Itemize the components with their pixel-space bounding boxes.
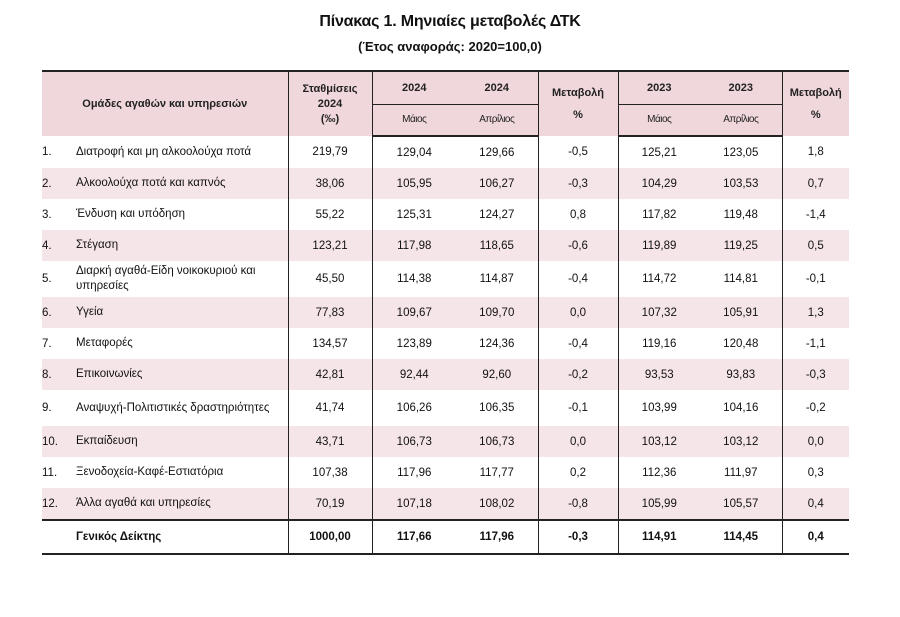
row-weight: 41,74 [288, 390, 372, 426]
row-2023-apr: 123,05 [700, 136, 782, 168]
row-2024-may: 129,04 [396, 146, 432, 159]
row-2023-may: 93,53 [618, 359, 700, 390]
row-2024-apr: 114,87 [456, 261, 538, 297]
row-change-2024: 0,2 [538, 457, 618, 488]
header-month-may-2023: Μάιος [618, 104, 700, 136]
row-change-2023: 0,7 [782, 168, 849, 199]
row-index: 9. [42, 402, 52, 414]
row-change-2024: 0,0 [538, 426, 618, 457]
row-label: Εκπαίδευση [76, 426, 288, 457]
row-2023-apr: 105,57 [700, 488, 782, 520]
row-weight: 77,83 [288, 297, 372, 328]
row-change-2023: 1,3 [782, 297, 849, 328]
cpi-table [42, 70, 849, 555]
table-row [42, 297, 849, 328]
table-row [42, 426, 849, 457]
total-row [42, 520, 849, 554]
row-2023-apr: 120,48 [700, 328, 782, 359]
header-month-apr-2024: Απρίλιος [456, 104, 538, 136]
row-2023-may: 119,16 [642, 337, 677, 350]
row-2024-may: 117,98 [372, 230, 456, 261]
row-2024-apr: 129,66 [456, 136, 538, 168]
row-2023-apr: 105,91 [700, 297, 782, 328]
row-index: 3. [42, 208, 52, 221]
row-2023-may: 119,89 [618, 230, 700, 261]
row-weight: 123,21 [288, 230, 372, 261]
table-row [42, 359, 849, 390]
row-change-2023: -1,4 [805, 208, 826, 221]
row-2024-may: 105,95 [372, 168, 456, 199]
total-change-2024: -0,3 [538, 520, 618, 554]
row-2023-may: 117,82 [642, 208, 677, 221]
total-2023-apr: 114,45 [700, 520, 782, 554]
table-title: Πίνακας 1. Μηνιαίες μεταβολές ΔΤΚ [319, 13, 581, 30]
row-2024-apr: 118,65 [456, 230, 538, 261]
row-2023-apr: 93,83 [700, 359, 782, 390]
row-index: 12. [42, 488, 76, 520]
row-index: 1. [42, 146, 52, 158]
table-row [42, 261, 849, 297]
row-2024-apr: 106,27 [456, 168, 538, 199]
row-change-2024: -0,1 [538, 390, 618, 426]
row-change-2024: 0,0 [538, 297, 618, 328]
header-group-label: Ομάδες αγαθών και υπηρεσιών [42, 71, 288, 136]
row-label: Ξενοδοχεία-Καφέ-Εστιατόρια [76, 457, 288, 488]
row-2023-apr: 104,16 [700, 390, 782, 426]
table-row [42, 136, 849, 168]
row-change-2024: -0,6 [538, 230, 618, 261]
row-weight: 134,57 [288, 328, 372, 359]
row-2024-may: 92,44 [372, 359, 456, 390]
row-weight: 43,71 [288, 426, 372, 457]
row-2024-may: 117,96 [397, 466, 432, 479]
table-subtitle: (Έτος αναφοράς: 2020=100,0) [358, 39, 542, 54]
row-2023-may: 107,32 [618, 297, 700, 328]
row-2024-may: 125,31 [396, 208, 432, 221]
header-month-may-2024: Μάιος [372, 104, 456, 136]
row-change-2023: -0,2 [805, 402, 826, 414]
row-change-2024: -0,8 [538, 488, 618, 520]
row-2023-may: 105,99 [618, 488, 700, 520]
row-label: Μεταφορές [76, 328, 288, 359]
total-2023-may: 114,91 [618, 520, 700, 554]
header-weights: Σταθμίσεις 2024 (‰) [288, 71, 372, 136]
row-label: Υγεία [76, 297, 288, 328]
row-weight: 38,06 [288, 168, 372, 199]
row-2024-apr: 108,02 [456, 488, 538, 520]
row-2023-apr: 119,48 [700, 199, 782, 230]
row-2023-may: 104,29 [618, 168, 700, 199]
row-2023-apr: 111,97 [700, 457, 782, 488]
row-index: 6. [42, 297, 76, 328]
row-2023-apr: 103,12 [700, 426, 782, 457]
row-label: Διαρκή αγαθά-Είδη νοικοκυριού και υπηρεσίες [76, 261, 288, 297]
total-2024-apr: 117,96 [456, 520, 538, 554]
row-change-2023: 1,8 [807, 146, 824, 158]
row-change-2024: 0,8 [538, 199, 618, 230]
total-label: Γενικός Δείκτης [76, 520, 288, 554]
row-index: 2. [42, 168, 76, 199]
total-index-spacer [42, 520, 76, 554]
row-change-2023: -0,3 [782, 359, 849, 390]
row-index: 5. [42, 273, 52, 285]
row-index: 4. [42, 230, 76, 261]
table-row [42, 230, 849, 261]
row-label: Ένδυση και υπόδηση [76, 199, 288, 230]
row-2023-apr: 103,53 [700, 168, 782, 199]
row-2024-apr: 92,60 [456, 359, 538, 390]
header-change-2024: Μεταβολή % [538, 71, 618, 136]
table-row [42, 390, 849, 426]
row-2024-may: 123,89 [396, 337, 432, 350]
total-2024-may: 117,66 [372, 520, 456, 554]
row-2023-apr: 114,81 [700, 261, 782, 297]
table-row [42, 168, 849, 199]
row-label: Αναψυχή-Πολιτιστικές δραστηριότητες [76, 390, 288, 426]
row-2024-apr: 109,70 [456, 297, 538, 328]
row-change-2023: -1,1 [805, 337, 826, 350]
total-change-2023: 0,4 [782, 520, 849, 554]
row-2024-apr: 117,77 [456, 457, 538, 488]
row-weight: 45,50 [288, 261, 372, 297]
row-2023-may: 103,99 [641, 402, 677, 414]
row-index: 10. [42, 426, 76, 457]
row-label: Άλλα αγαθά και υπηρεσίες [76, 488, 288, 520]
row-label: Στέγαση [76, 230, 288, 261]
row-change-2024: -0,3 [538, 168, 618, 199]
row-weight: 107,38 [288, 457, 372, 488]
table-row [42, 328, 849, 359]
row-2024-may: 109,67 [372, 297, 456, 328]
row-label: Επικοινωνίες [76, 359, 288, 390]
row-change-2023: 0,0 [782, 426, 849, 457]
row-change-2023: -0,1 [805, 273, 826, 285]
row-2023-may: 103,12 [618, 426, 700, 457]
row-weight: 55,22 [288, 199, 372, 230]
row-change-2023: 0,4 [782, 488, 849, 520]
header-change-2023: Μεταβολή % [782, 71, 849, 136]
row-2024-apr: 124,36 [456, 328, 538, 359]
row-index: 11. [42, 466, 58, 479]
row-weight: 42,81 [288, 359, 372, 390]
header-year-2024-apr: 2024 [456, 71, 538, 104]
row-2023-may: 125,21 [641, 146, 677, 159]
row-label: Διατροφή και μη αλκοολούχα ποτά [76, 136, 288, 168]
row-change-2023: 0,3 [807, 466, 824, 479]
row-index: 8. [42, 359, 76, 390]
table-row [42, 199, 849, 230]
row-2023-apr: 119,25 [700, 230, 782, 261]
row-2024-apr: 106,73 [456, 426, 538, 457]
row-change-2024: -0,4 [538, 328, 618, 359]
row-weight: 70,19 [288, 488, 372, 520]
row-2024-may: 106,26 [396, 402, 432, 414]
row-index: 7. [42, 337, 52, 350]
header-year-2023-apr: 2023 [700, 71, 782, 104]
table-row [42, 488, 849, 520]
row-change-2024: -0,5 [538, 136, 618, 168]
row-change-2024: -0,2 [538, 359, 618, 390]
header-year-2024-may: 2024 [372, 71, 456, 104]
table-row [42, 457, 849, 488]
row-2024-may: 106,73 [372, 426, 456, 457]
row-2024-apr: 124,27 [456, 199, 538, 230]
row-change-2024: -0,4 [538, 261, 618, 297]
row-2024-apr: 106,35 [456, 390, 538, 426]
row-label: Αλκοολούχα ποτά και καπνός [76, 168, 288, 199]
header-month-apr-2023: Απρίλιος [700, 104, 782, 136]
row-change-2023: 0,5 [782, 230, 849, 261]
row-2023-may: 112,36 [642, 466, 677, 479]
header-year-2023-may: 2023 [618, 71, 700, 104]
total-weight: 1000,00 [288, 520, 372, 554]
row-2024-may: 107,18 [372, 488, 456, 520]
row-weight: 219,79 [288, 136, 372, 168]
row-2024-may: 114,38 [397, 273, 432, 285]
row-2023-may: 114,72 [642, 273, 677, 285]
